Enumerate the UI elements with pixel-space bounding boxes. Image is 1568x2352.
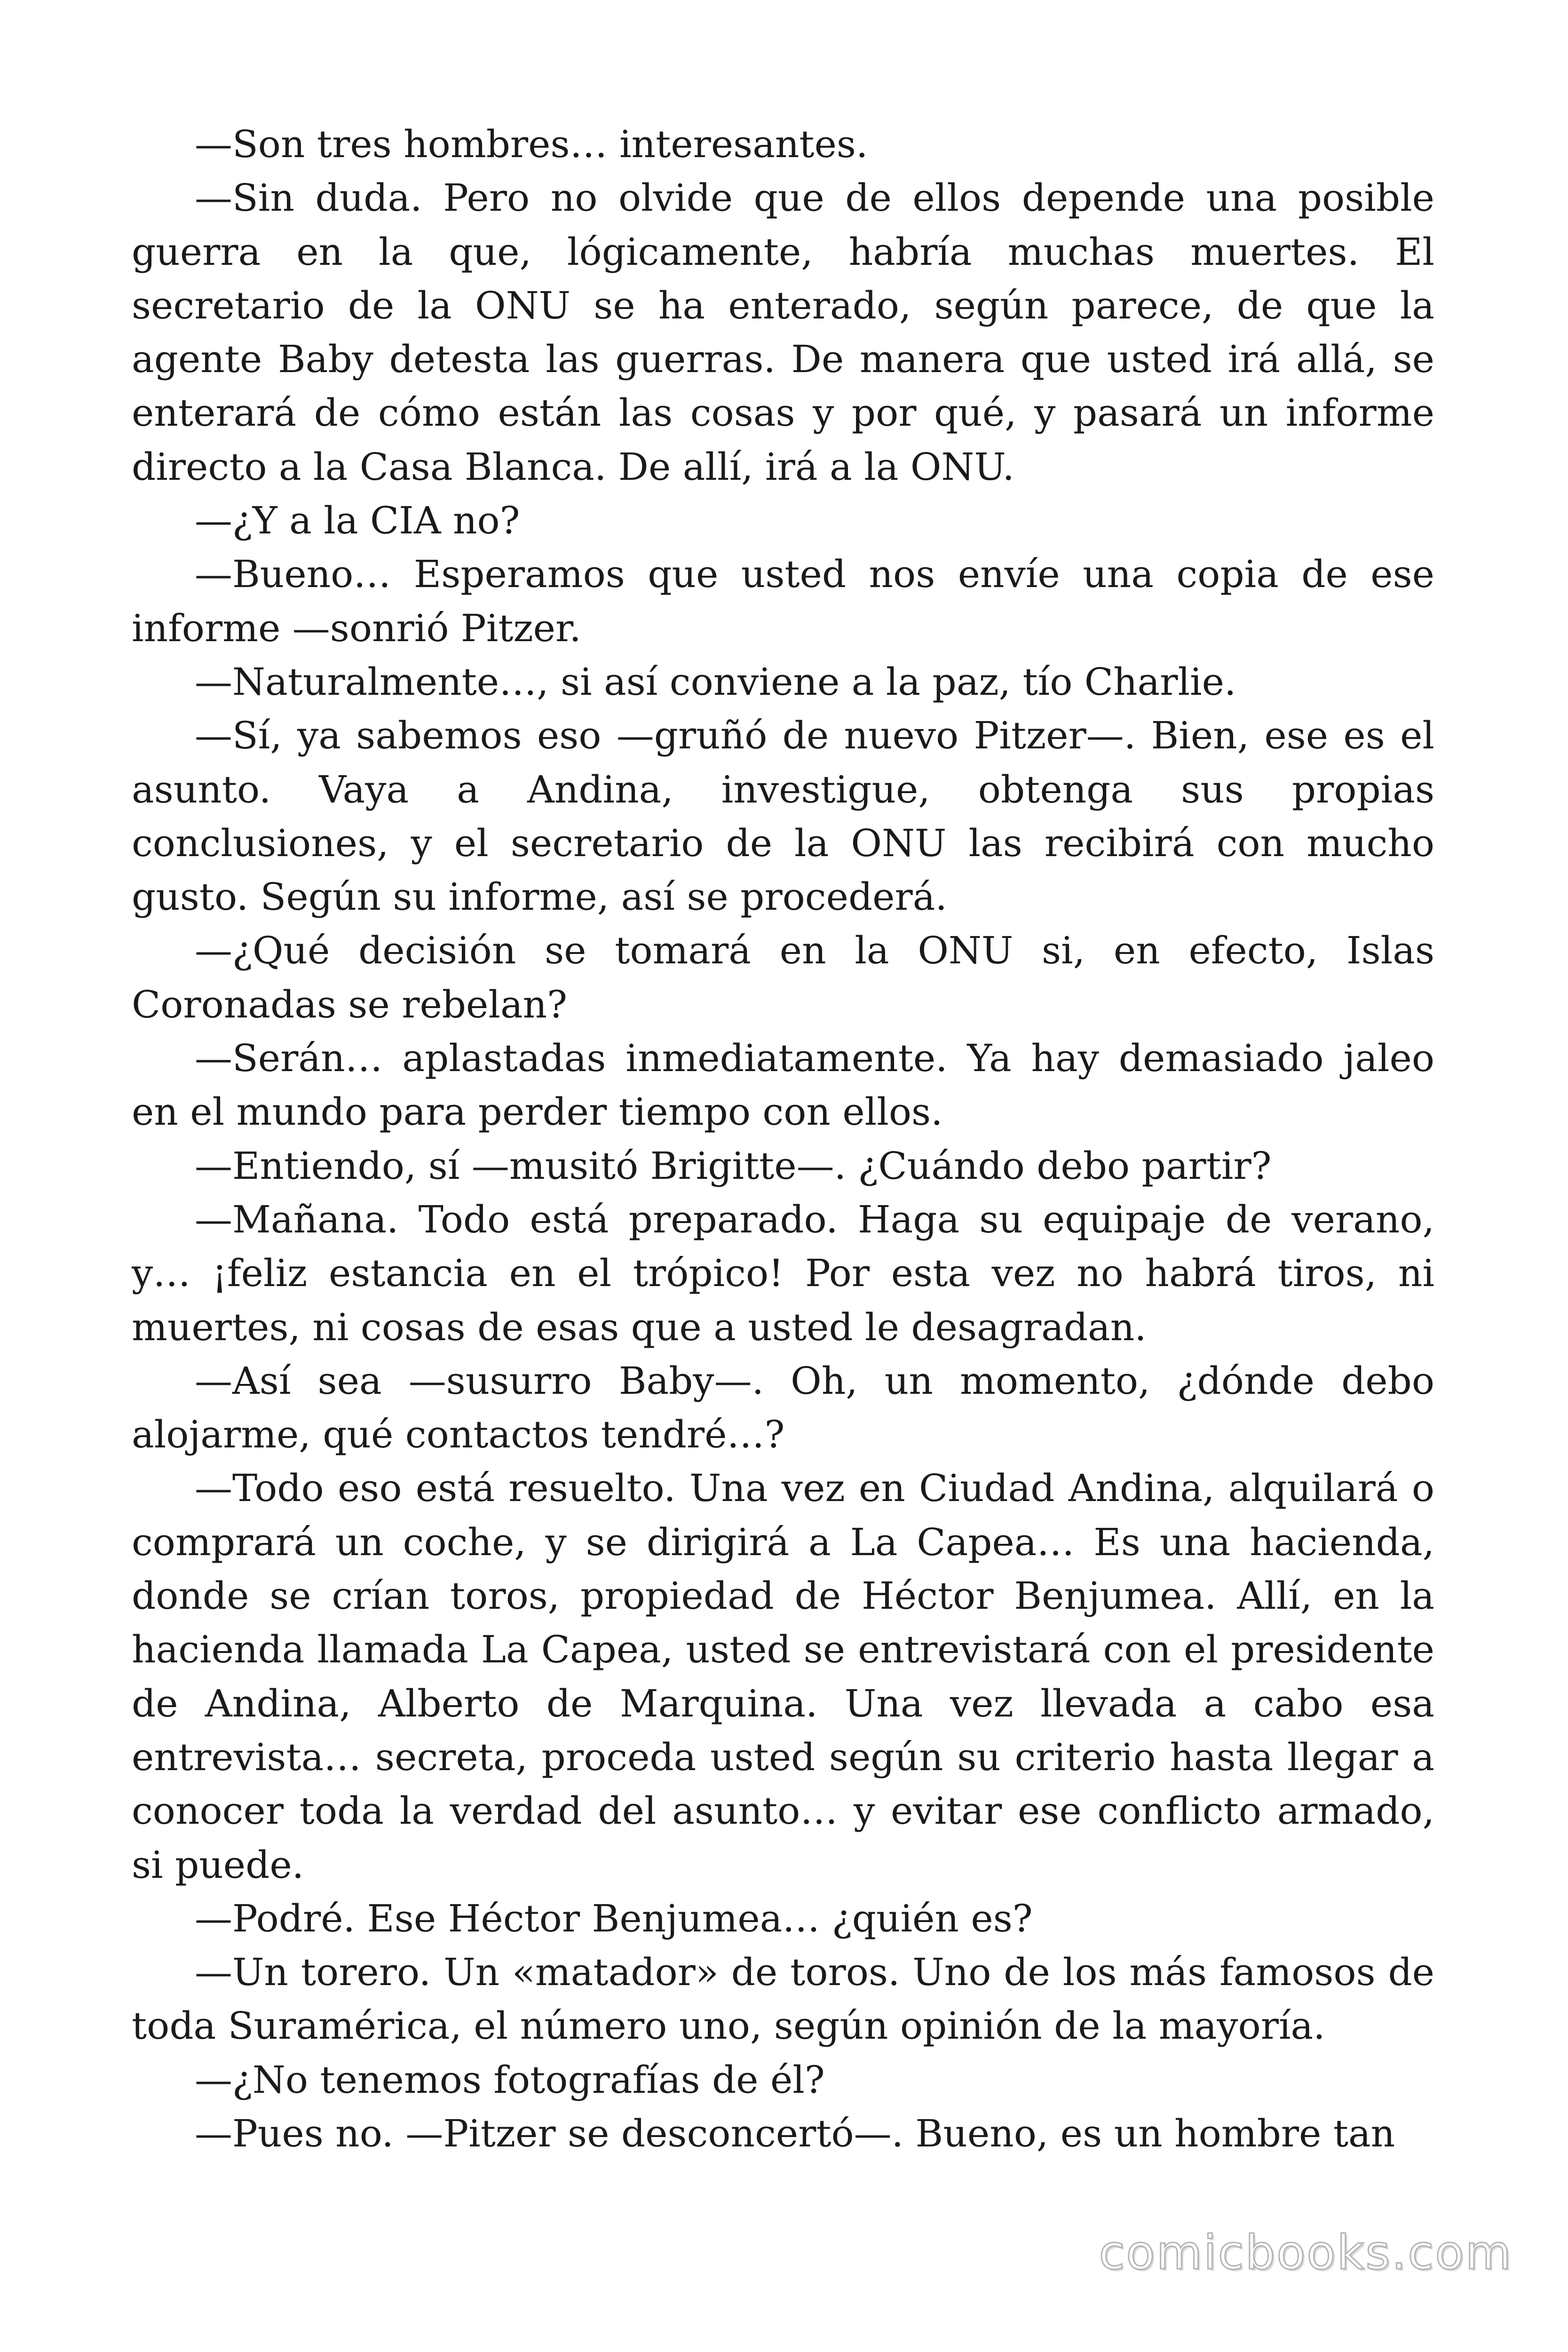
paragraph: —Entiendo, sí —musitó Brigitte—. ¿Cuándo debo partir? [195,1144,1272,1188]
paragraph: —¿Y a la CIA no? [195,499,520,543]
paragraph: —Bueno… Esperamos que usted nos envíe una copia de ese informe —sonrió Pitzer. [132,552,1434,650]
paragraph: —Son tres hombres… interesantes. [195,122,868,166]
paragraph: —Pues no. —Pitzer se desconcertó—. Bueno, es un hombre tan [195,2111,1395,2155]
paragraph: —Un torero. Un «matador» de toros. Uno de los más famosos de toda Suramérica, el número uno, según opinión de la mayoría. [132,1950,1434,2048]
paragraph: —Sin duda. Pero no olvide que de ellos depende una posible guerra en la que, lógicamente, habría muchas muertes. El secretario de la ONU se ha enterado, según parece, de que la agente Baby detesta las guerras. De manera que usted irá allá, se enterará de cómo están las cosas y por qué, y pasará un informe directo a la Casa Blanca. De allí, irá a la ONU. [132,176,1434,489]
paragraph: —Sí, ya sabemos eso —gruñó de nuevo Pitzer—. Bien, ese es el asunto. Vaya a Andina, investigue, obtenga sus propias conclusiones, y el secretario de la ONU las recibirá con mucho gusto. Según su informe, así se procederá. [132,714,1434,919]
paragraph: —Podré. Ese Héctor Benjumea… ¿quién es? [195,1896,1033,1940]
watermark: comicbooks.com [1099,2225,1513,2280]
paragraph: —¿No tenemos fotografías de él? [195,2058,825,2102]
paragraph: —Naturalmente…, si así conviene a la paz, tío Charlie. [195,660,1236,704]
paragraph: —Mañana. Todo está preparado. Haga su equipaje de verano, y… ¡feliz estancia en el trópico! Por esta vez no habrá tiros, ni muertes, ni cosas de esas que a usted le desagradan. [132,1197,1434,1349]
paragraph: —Así sea —susurro Baby—. Oh, un momento, ¿dónde debo alojarme, qué contactos tendré…? [132,1359,1434,1457]
paragraph: —¿Qué decisión se tomará en la ONU si, en efecto, Islas Coronadas se rebelan? [132,929,1434,1026]
body-text [132,118,1434,2161]
paragraph: —Serán… aplastadas inmediatamente. Ya hay demasiado jaleo en el mundo para perder tiempo con ellos. [132,1036,1434,1134]
paragraph: —Todo eso está resuelto. Una vez en Ciudad Andina, alquilará o comprará un coche, y se dirigirá a La Capea… Es una hacienda, donde se crían toros, propiedad de Héctor Benjumea. Allí, en la hacienda llamada La Capea, usted se entrevistará con el presidente de Andina, Alberto de Marquina. Una vez llevada a cabo esa entrevista… secreta, proceda usted según su criterio hasta llegar a conocer toda la verdad del asunto… y evitar ese conflicto armado, si puede. [132,1466,1434,1887]
